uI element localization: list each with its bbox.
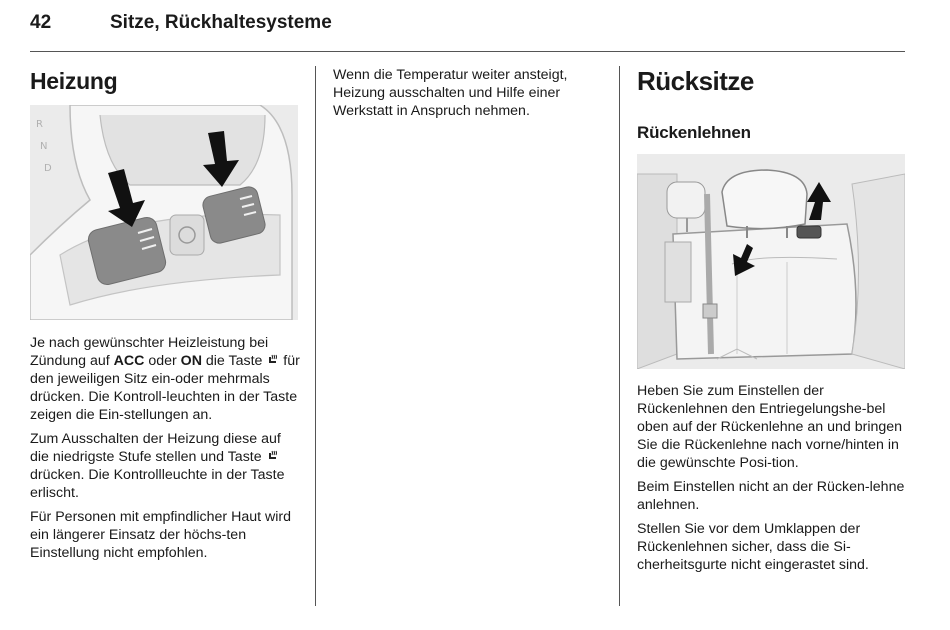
heading-rueckenlehnen: Rückenlehnen xyxy=(637,123,751,142)
paragraph-ausschalten: Zum Ausschalten der Heizung diese auf die niedrigste Stufe stellen und Taste drücken. Die Kontrollleuchte in der Taste erlischt. xyxy=(30,431,285,501)
svg-text:R: R xyxy=(36,119,43,130)
page-header xyxy=(30,10,905,50)
column-middle xyxy=(333,66,603,126)
paragraph-heizleistung: Je nach gewünschter Heizleistung bei Zündung auf ACC oder ON die Taste für den jeweiligen Sitz ein-oder mehrmals drücken. Die Kontroll-leuchten in der Taste zeigen die Ein-stellungen an. xyxy=(30,335,300,423)
paragraph-temperatur: Wenn die Temperatur weiter ansteigt, Heizung ausschalten und Hilfe einer Werkstatt in Anspruch nehmen. xyxy=(333,67,568,119)
column-divider-2 xyxy=(619,66,620,606)
rear-seat-backrest-illustration xyxy=(637,154,905,369)
header-divider xyxy=(30,51,905,52)
paragraph-umklappen: Stellen Sie vor dem Umklappen der Rückenlehnen sicher, dass die Si-cherheitsgurte nicht eingerastet sind. xyxy=(637,521,869,573)
page-number: 42 xyxy=(30,12,52,33)
paragraph-nicht-anlehnen: Beim Einstellen nicht an der Rücken-lehne anlehnen. xyxy=(637,479,905,513)
section-title: Sitze, Rückhaltesysteme xyxy=(110,12,332,33)
svg-text:N: N xyxy=(40,141,48,152)
on-keyword: ON xyxy=(180,353,202,369)
column-heizung xyxy=(30,66,300,568)
seat-heater-buttons-illustration xyxy=(30,105,298,320)
heading-heizung: Heizung xyxy=(30,68,118,94)
seat-heater-icon xyxy=(266,448,279,461)
paragraph-einstellen: Heben Sie zum Einstellen der Rückenlehnen den Entriegelungshe-bel oben auf der Rückenlehne an und bringen Sie die Rückenlehne nach vorne/hinten in die gewünschte Posi-tion. xyxy=(637,383,903,471)
heading-ruecksitze: Rücksitze xyxy=(637,66,754,96)
column-ruecksitze xyxy=(637,66,907,580)
column-divider-1 xyxy=(315,66,316,606)
seat-heater-icon xyxy=(266,352,279,365)
paragraph-empfindliche-haut: Für Personen mit empfindlicher Haut wird ein längerer Einsatz der höchs-ten Einstellung nicht empfohlen. xyxy=(30,509,291,561)
acc-keyword: ACC xyxy=(113,353,145,369)
svg-text:D: D xyxy=(44,163,52,174)
